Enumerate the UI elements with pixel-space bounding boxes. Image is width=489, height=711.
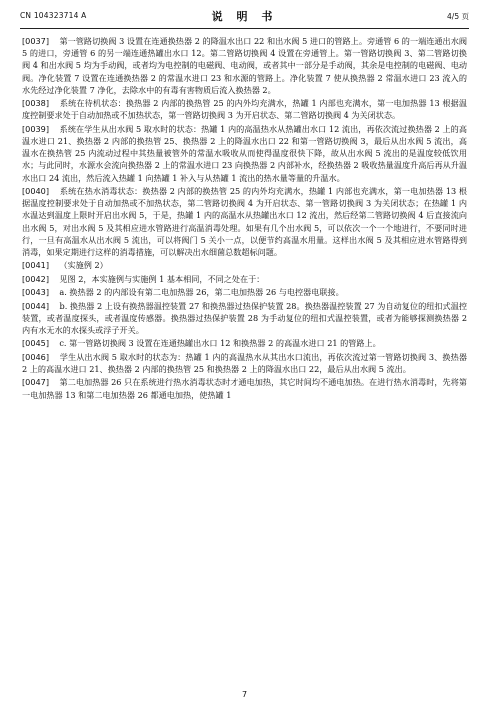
paragraph-text: 见图 2，本实施例与实施例 1 基本相同，不同之处在于： — [59, 273, 265, 284]
paragraph-text: a. 换热器 2 的内部设有第二电加热器 26，第二电加热器 26 与电控器电联接。 — [59, 287, 344, 298]
paragraph-text: （实施例 2） — [59, 260, 108, 271]
paragraph-text: 第二电加热器 26 只在系统进行热水消毒状态时才通电加热，其它时间均不通电加热。在进行热水消毒时，先将第一电加热器 13 和第二电加热器 26 都通电加热，使热罐 1 — [22, 377, 467, 400]
paragraph-text: 第一管路切换阀 3 设置在连通换热器 2 的降温水出口 22 和出水阀 5 进口的管路上。旁通管 6 的一端连通出水阀 5 的进口，旁通管 6 的另一端连通热罐出水口 12。第二管路切换阀 4 设置在旁通管上。第一管路切换阀 3、第二管路切换阀 4 和出水阀 5 均为手动阀，或者均为电控制的电磁阀、电动阀，或者其中一部分是手动阀，其余是电控制的电磁阀、电动阀。净化装置 7 设置在连通换热器 2 的常温水进口 23 和水源的管路上。净化装置 7 使从换热器 2 常温水进口 23 流入的水先经过净化装置 7 净化，去除水中的有毒有害物质后流入换热器 2。 — [22, 36, 467, 95]
paragraph-tag: [0040] — [22, 186, 50, 196]
paragraph-text: b. 换热器 2 上设有换热器温控装置 27 和换热器过热保护装置 28。换热器温控装置 27 为自动复位的纽扣式温控装置，或者温度探头，或者温度传感器。换热器过热保护装置 28 为手动复位的纽扣式温控装置，或者为能够探测换热器 2 内有水无水的水探头或浮子开关。 — [22, 300, 467, 335]
paragraph-tag: [0045] — [22, 338, 50, 349]
paragraph-0037 — [22, 35, 467, 96]
paragraph-text: 学生从出水阀 5 取水时的状态为：热罐 1 内的高温热水从其出水口流出，再依次流过第一管路切换阀 3、换热器 2 上的高温水进口 21、换热器 2 内部的换热管 25 和换热器 2 上的降温水出口 22，最后从出水阀 5 流出。 — [22, 351, 467, 374]
paragraph-tag: [0038] — [22, 98, 50, 109]
document-title: 说 明 书 — [211, 10, 278, 23]
paragraph-0039 — [22, 123, 467, 184]
paragraph-tag: [0041] — [22, 260, 50, 271]
paragraph-0042 — [22, 273, 467, 285]
paragraph-tag: [0044] — [22, 300, 50, 311]
page-header — [20, 8, 469, 26]
paragraph-0046 — [22, 351, 467, 375]
page-number: 7 — [241, 690, 248, 699]
header-rule — [20, 28, 469, 29]
paragraph-tag: [0039] — [22, 123, 50, 134]
paragraph-tag: [0043] — [22, 287, 50, 298]
paragraph-0043 — [22, 286, 467, 298]
paragraph-tag: [0037] — [22, 36, 50, 46]
paragraph-text: 系统在待机状态：换热器 2 内部的换热管 25 的内外均充满水，热罐 1 内部也充满水，第一电加热器 13 根据温度控制要求处于自动加热或不加热状态，第一管路切换阀 3 为开启状态、第二管路切换阀 4 为关闭状态。 — [22, 98, 467, 121]
paragraph-0047 — [22, 376, 467, 400]
paragraph-0038 — [22, 97, 467, 121]
patent-number: CN 104323714 A — [20, 11, 87, 20]
paragraph-text: c. 第一管路切换阀 3 设置在连通热罐出水口 12 和换热器 2 的高温水进口 21 的管路上。 — [59, 338, 381, 349]
paragraph-tag: [0046] — [22, 351, 50, 362]
paragraph-text: 系统在热水消毒状态：换热器 2 内部的换热管 25 的内外均充满水，热罐 1 内部也充满水，第一电加热器 13 根据温度控制要求处于自动加热或不加热状态，第二管路切换阀 4 为开启状态、第一管路切换阀 3 为关闭状态；在热罐 1 内水温达到温度上限时开启出水阀 5，于是，热罐 1 内的高温水从热罐出水口 12 流出，然后经第二管路切换阀 4 后直接流向出水阀 5，对出水阀 5 及其相应进水管路进行高温消毒处理。如果有几个出水阀 5，可以依次一个一个地进行，不要同时进行，一旦有高温水从出水阀 5 流出，可以将阀门 5 关小一点，以便节约高温水用量。这样出水阀 5 及其相应进水管路得到消毒，如果定期进行这样的消毒措施，可以解决出水细菌总数超标问题。 — [22, 186, 467, 258]
page-counter: 4/5 页 — [447, 12, 469, 21]
paragraph-0044 — [22, 300, 467, 337]
paragraph-0045 — [22, 337, 467, 349]
paragraph-0041 — [22, 259, 467, 271]
paragraph-text: 系统在学生从出水阀 5 取水时的状态：热罐 1 内的高温热水从热罐出水口 12 流出，再依次流过换热器 2 上的高温水进口 21、换热器 2 内部的换热管 25、换热器 2 上的降温水出口 22 和第一管路切换阀 3，最后从出水阀 5 流出，高温水在换热管 25 内流动过程中其热量被管外的常温水吸收从而使得温度很快下降，故从出水阀 5 流出的是温度较低饮用水；与此同时，水源水会流向换热器 2 上的常温水进口 23 向换热器 2 内部补水，经换热器 2 吸收热量温度升高后再从升温水出口 24 流出，然后流入热罐 1 向热罐 1 补入与从热罐 1 流出的热水量等量的升温水。 — [22, 123, 467, 183]
paragraph-tag: [0047] — [22, 377, 50, 388]
document-body — [22, 35, 467, 402]
paragraph-tag: [0042] — [22, 273, 50, 284]
paragraph-0040 — [22, 185, 467, 258]
